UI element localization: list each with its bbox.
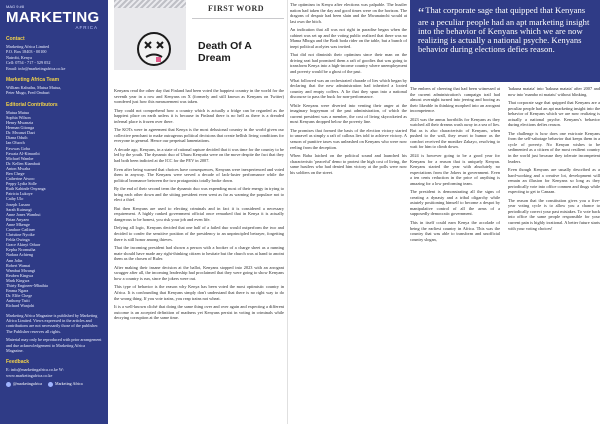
brand-subtitle: AFRICA — [75, 25, 98, 30]
paragraph: 'hakuna matata' into 'hakuna matata' after 2007 and now into 'mambo ni matatu' without blinking. — [508, 86, 600, 97]
contributor-name: Ann Jolin — [6, 257, 23, 263]
contributor-name: Robert Wamai — [6, 262, 31, 268]
dead-face-illustration-icon — [132, 28, 176, 68]
paragraph: 2024 is however going to be a good year for Kenyans for a reason that is uniquely Kenyan. Kenyans started the year with absolutely no expectations from the Jokers in government. Even a ten cents reduction in the price of anything is amazing for a low performing team. — [410, 153, 500, 186]
paragraph: This type of behavior is the reason why Kenya has been voted the most optimistic country in Africa. It is confounding that Kenyans simply don't understand that there is no right way to do the wrong thing. If you vote trains, you reap trains not wheat. — [114, 284, 284, 301]
disclaimer: Marketing Africa Magazine is published by Marketing Africa Limited. Views expressed in the articles and contributions are not necessarily those of the publisher. The Publisher reserves all rights. — [6, 312, 99, 334]
contributor-name: Ian Oluoch — [6, 140, 25, 146]
paragraph: But then Kenyans are used to electing criminals and in fact it is considered a necessary requirement. A highly ranked government official once remarked that in Kenya it is actually dangerous to be honest, you risk your job and even life. — [114, 205, 284, 222]
contributor-name: Herman Gitonga — [6, 125, 35, 131]
paragraph: That corporate sage that quipped that Kenyans are a peculiar people had an apt marketing insight into the behavior of Kenyans which we are now realizing is actually a national psyche. Kenyans's behavior during elections defies reason. — [508, 100, 600, 128]
paragraph: After making their insane decision at the ballot, Kenyans stopped into 2023 with an arrogant swagger after all, the incoming leadership had proclaimed that they were going to show Kenyans how a country is run, since the jokers were out. — [114, 264, 284, 281]
paragraph: What followed was an orchestrated charade of lies which began by declaring that the new administration had inherited a looted country and empty coffers. A lie that they spun into a national discourse to pass the buck for non-performance. — [290, 77, 407, 100]
contributor-name: Cathy Ulo — [6, 196, 24, 202]
article-body-column-2 — [290, 2, 407, 178]
contributor-name: Sophia Wilson — [6, 114, 31, 120]
paragraph: The reason that the constitution gives you a five-year voting cycle is to allow you a chance to periodically correct your past mistakes. To vote back into office the same people responsible for your current pain is highly irrational. A better future starts with your voting choices! — [508, 197, 600, 231]
contributor-name: Anton Mwaba — [6, 165, 31, 171]
contributor-name: Anne Jones Wambui — [6, 211, 41, 217]
paragraph: The embers of cheering that had been witnessed at the current administration's campaign trail had almost overnight turned into jeering and booing as their likeable in thinking morphed into an arrogant incompetence. — [410, 86, 500, 114]
article-body-column-3 — [410, 86, 500, 245]
contributor-name: Kepha Ncomutha — [6, 247, 36, 253]
contact-line: Nairobi, Kenya — [6, 54, 32, 60]
reproduction-notice: Material may only be reproduced with prior arrangement and due acknowledgement to Marketing Africa Magazine. — [6, 337, 102, 353]
paragraph: A decade ago, Kenyans, in a state of rational rapture decided that it was time for the country to be led by the youth. The dynamic duo of Uhuru Kenyatta were on the move despite the fact that they had both been indicted at the ICC for the PEV in 2007. — [114, 146, 284, 164]
contributor-name: Peppy Lydia Sidle — [6, 181, 37, 187]
contributor-name: Brian Anyaeo — [6, 216, 30, 222]
contributor-name: Anthony Tuiti — [6, 298, 30, 304]
paragraph: By the end of their second term the dynamic duo was expending most of their energy in trying to bring each other down and the sitting president even went as far as warning the populace not to elect a thief. — [114, 186, 284, 203]
section-label: FIRST WORD — [208, 4, 265, 13]
issue-number: MAG 9 #8 — [6, 4, 25, 9]
contributors-list — [6, 110, 102, 309]
paragraph: Kenyans read the other day that Finland had been voted the happiest country in the world for the seventh year in a row and Kenyans on X (formerly and still known as Kenyans on Twitter) wondered just how this measurement was taken. — [114, 88, 284, 105]
contributor-name: Richard Wanjohi — [6, 303, 35, 309]
contributor-name: Reuben Kingwa — [6, 272, 34, 278]
paragraph: Even after being warned that choices have consequences, Kenyans were inexperienced and voted them in anyway. The Kenyans were served a decade of lack-luster performance while the political bromance between the two protagonists totally broke down. — [114, 166, 284, 183]
article-title: Death Of A Dream — [198, 40, 252, 64]
paragraph: Even though Kenyans are usually described as a hard-working and a creative lot, development will remain an illusion for Kenyans so long as they periodically vote into office conmen and thugs while expecting to get to Canaan. — [508, 167, 600, 195]
paragraph: It is a well-known cliché that doing the same thing over and over again and expecting a different outcome is an accepted definition of madness yet Kenyans persist in voting in criminals while decrying corruption at the same time. — [114, 304, 284, 321]
facebook-icon — [48, 382, 53, 387]
paragraph: This in itself could earn Kenya the accolade of being the earliest country in Africa. This was the country that was able to transform and unofficial country slogan, — [410, 220, 500, 242]
social-handle-x[interactable]: @marketingafrica — [6, 381, 42, 387]
contributor-name: Joseph Lusaro — [6, 201, 31, 207]
paragraph: That the incoming president had shown a person with a booker of a charge sheet as a running mate should have made any right-thinking citizen to hesitate but the church was at hand to anoint them as the chosen of Ruler. — [114, 245, 284, 262]
paragraph: The optimism in Kenya after elections was palpable. The hustler nation had taken the day and good times were on the horizon. The dragons of despair had been slain and the Mwanainchi would at last own the bitch. — [290, 2, 407, 24]
paragraph: The president is demonstrating all the signs of creating a dynasty and a tribal oligarchy while astutely positioning himself to become a despot by manipulative control of all the arms of a supposedly democratic government. — [410, 189, 500, 217]
paragraph: The challenge is how does one extricate Kenyans from the self-sabotage behavior that keeps them in a cycle of poverty. No Kenyan wishes to be sedimented as a citizen of the most resilient country in the world just because they tolerate incompetent leaders. — [508, 130, 600, 164]
article-column-1 — [114, 0, 284, 424]
article-right-section — [410, 0, 600, 424]
contributor-name: Sarah Kuirungi — [6, 206, 32, 212]
paragraph: That did not diminish their optimism since their man on the driving seat had promised them a raft of goodies that was going to transform Kenya into a high-income country where unemployment and poverty would be a ghost of the past. — [290, 52, 407, 75]
contributor-name: Thirty Engineer-Mbathia — [6, 283, 48, 289]
contributor-name: Dr. Kellen Kiambati — [6, 160, 41, 166]
brand-logo: MARKETING — [6, 9, 100, 26]
pull-quote — [410, 0, 600, 82]
feedback-links[interactable]: E: info@marketingafrica.co.ke W: www.marketingafrica.co.ke — [6, 367, 64, 378]
contact-email[interactable]: Email: info@marketingafrica.co.ke — [6, 65, 66, 71]
header-band — [114, 0, 284, 88]
quote-mark-icon: “ — [418, 6, 425, 21]
social-handle-facebook[interactable]: Marketing Africa — [48, 381, 83, 387]
contributor-name: Patricia Lukoye — [6, 191, 33, 197]
column-divider — [287, 0, 288, 424]
contributor-name: Felda Owinga — [6, 237, 30, 243]
divider — [192, 18, 284, 19]
contributor-name: Henry Mwanzia — [6, 120, 34, 126]
article-body-column-4 — [508, 86, 600, 234]
masthead-sidebar — [0, 0, 108, 424]
team-heading: Marketing Africa Team — [6, 77, 60, 84]
contributor-name: Nadara Achieng — [6, 252, 34, 258]
paragraph: The promises that formed the basis of the election victory started to unravel as simply a raft of callous lies told to achieve victory. A season of punitive taxes was unleashed on Kenyans who were now reeling from the deception. — [290, 127, 407, 150]
contributor-name: Wambui Mwangi — [6, 267, 36, 273]
contributor-name: Candace Catliner — [6, 227, 35, 232]
paragraph: An indication that all was not right in paradise began when the cabinet was set up and the voting public realized that there was no Mama Mboga and the Bodi boda rider on the table, but a bunch of inept political acolytes was invited. — [290, 27, 407, 49]
contact-line: Marketing Africa Limited — [6, 44, 50, 49]
contributor-name: Fawwas Goba — [6, 145, 30, 151]
article-column-2 — [290, 0, 407, 424]
contributor-name: Ruth Kahinde Onyanga — [6, 186, 46, 192]
paragraph: They could not comprehend how a country which is actually a fridge can be regarded as the happiest place on earth unless it is because in Finland there is no hell as there is a dreaded infernal place is frozen over there. — [114, 107, 284, 124]
contributor-name: Anne Mkenge — [6, 221, 30, 227]
paragraph: When Baba latched on the political sound and launched his characteristic 'peaceful' demo to protest the high cost of living, the same hustlers who had denied him victory at the polls were now his soldiers on the street. — [290, 153, 407, 175]
x-icon — [6, 382, 11, 387]
contributor-name: Ben Chege — [6, 170, 25, 176]
team-line: William Kabuthu, Mutua Mutua, — [6, 85, 62, 91]
contact-heading: Contact — [6, 36, 25, 42]
contributors-heading: Editorial Contributors — [6, 101, 58, 108]
paragraph: While Kenyans were diverted into venting their anger at the imaginary bogeyman of the past administration, of which the current president was a member, the cost of living skyrocketed as most Kenyans dropped below the poverty line. — [290, 102, 407, 125]
contributor-name: Catherine Atwoo — [6, 176, 35, 182]
social-links — [6, 381, 102, 387]
team-line: Peter Mugo, Fred Omburi — [6, 90, 50, 96]
contributor-name: Emma Ngara — [6, 288, 29, 294]
contributor-name: Dr. Elfie Chege — [6, 293, 33, 299]
feedback-heading: Feedback — [6, 359, 30, 366]
contact-block — [6, 44, 102, 71]
contact-line: P.O. Box 18403 - 00100 — [6, 49, 47, 55]
contributor-name: Michael Wambe — [6, 155, 34, 161]
paragraph: The KOTs were in agreement that Kenya is the most delusional country in the world given our collective penchant to make outrageous political decisions that create hellish living conditions for everyone in general. Hence our perpetual lamentations. — [114, 127, 284, 144]
contributor-name: Dr. Mwanzi Dazi — [6, 130, 35, 136]
contributor-name: Mutua Mutua — [6, 109, 29, 115]
contributor-name: Fawaia Al-Kimaribi — [6, 150, 40, 156]
paragraph: Defying all logic, Kenyans decided that one half of a failed duo would outperform the two and decided to confer the sensitive position of the presidency to an unprincipled betrayer, forgetting there is still honor among thieves. — [114, 225, 284, 242]
contributor-name: Christine Nyoike — [6, 232, 35, 238]
pull-quote-text: That corporate sage that quipped that Kenyans are a peculiar people had an apt marketing insight into the behavior of Kenyans which we are now realizing is actually a national psyche. Kenyans behavior during elections defies reason. — [418, 5, 590, 54]
contributor-name: Mark Kingwa — [6, 277, 30, 283]
paragraph: 2023 was the annus horribilis for Kenyans as they watched all their dreams wash away in a sea of lies. But as is also characteristic of Kenyans, when pushed to the wall, they resort to humor as the comfort received the moniker Zakayo, resolving to wait for him to climb down. — [410, 116, 500, 150]
contributor-name: Diana Oduth — [6, 135, 28, 141]
contributor-name: Grace Akinyi Oduor — [6, 242, 41, 248]
article-body-column-1 — [114, 88, 284, 324]
contact-line: Cell: 0754 - 717 - 529 052 — [6, 60, 51, 66]
